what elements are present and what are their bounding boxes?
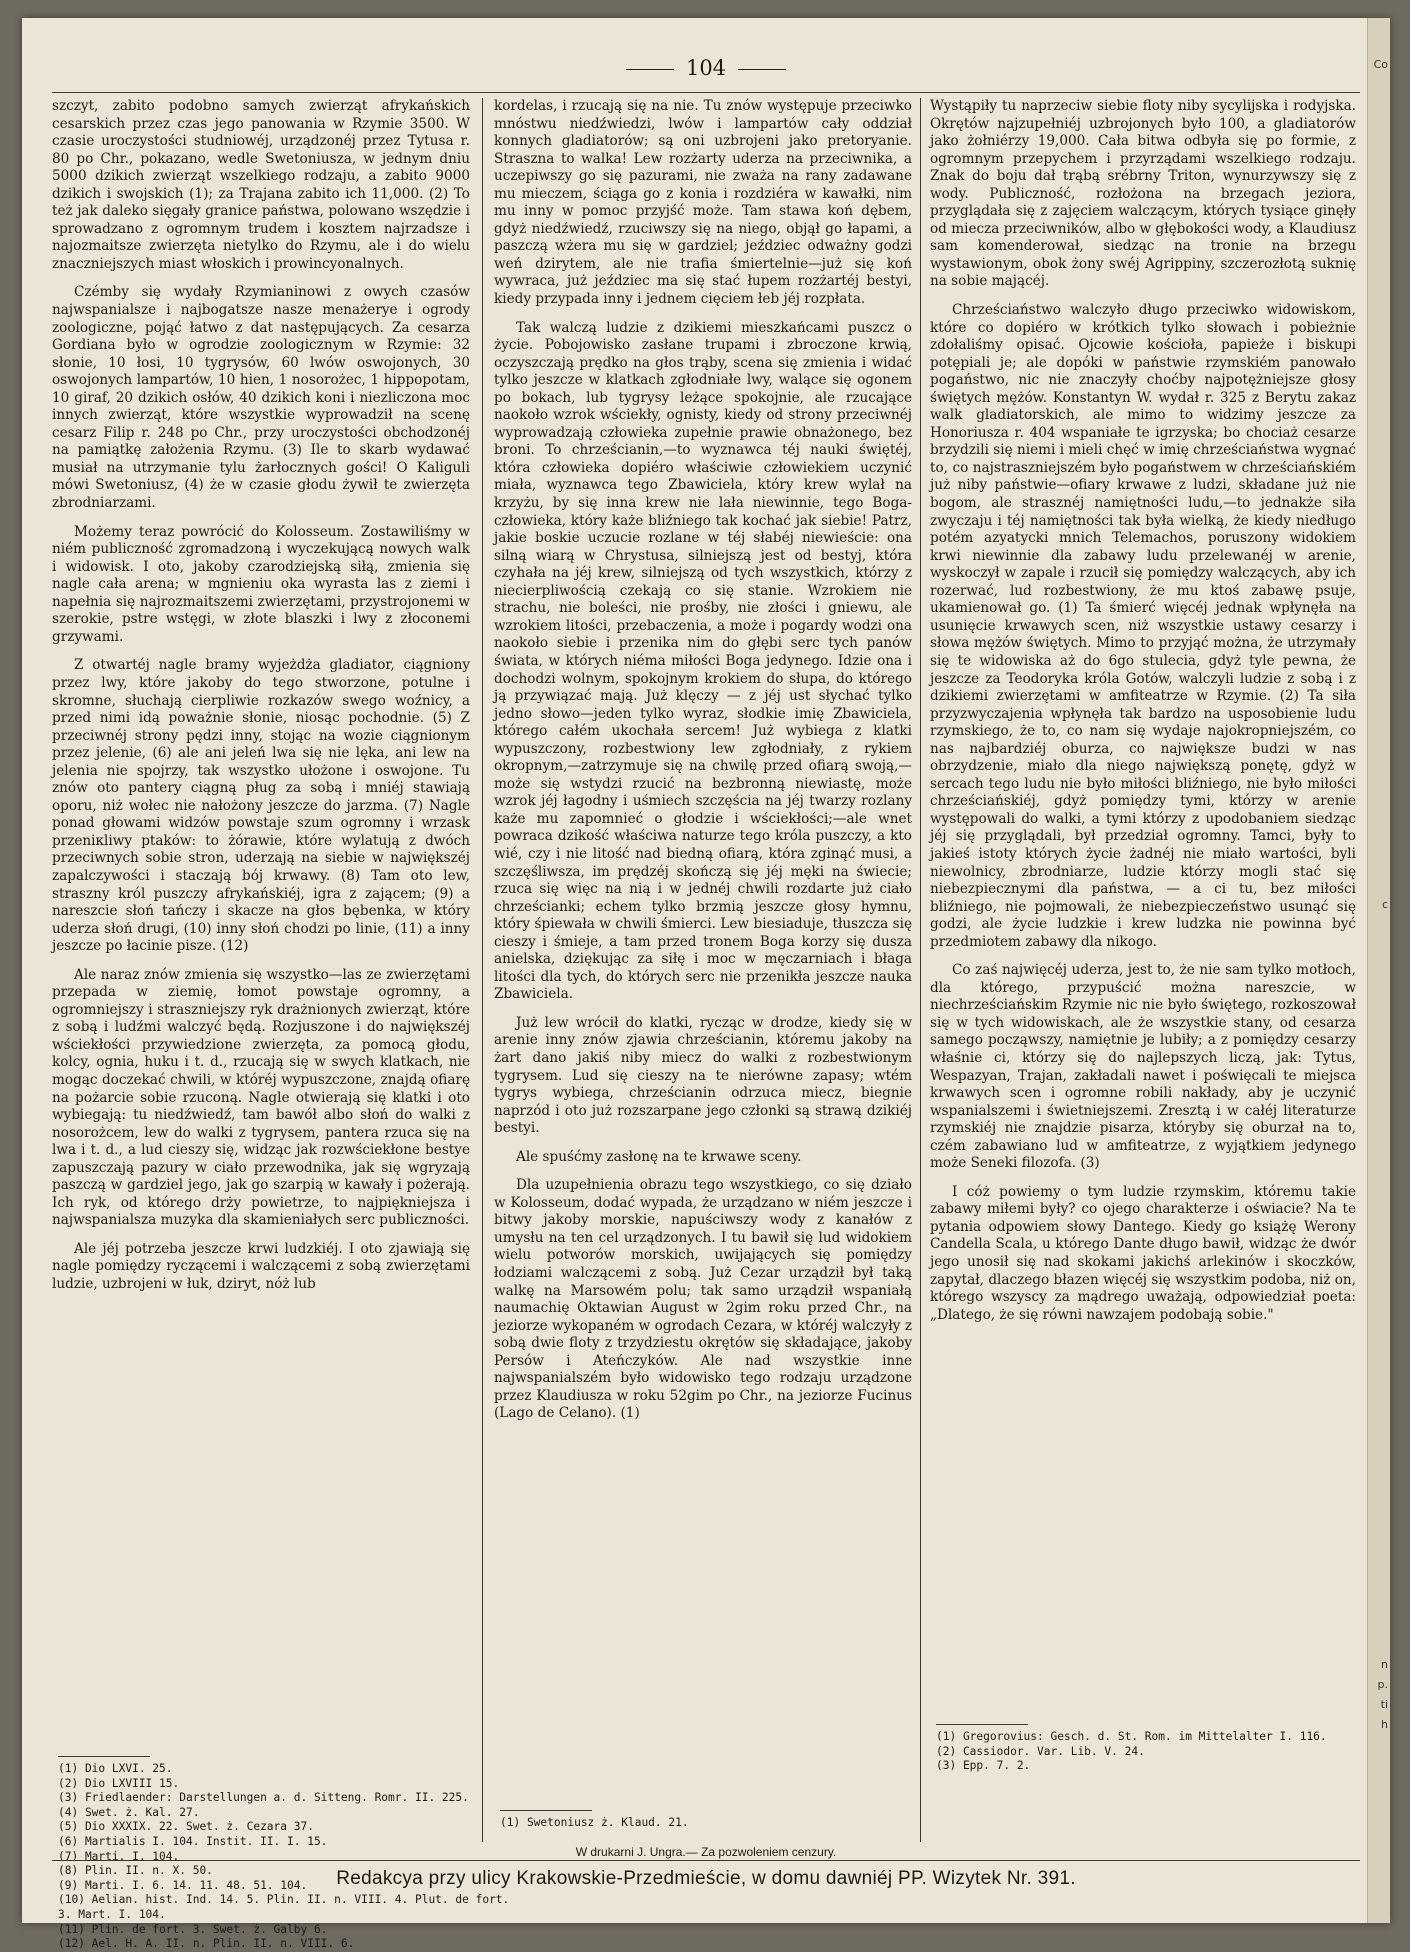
column-3-paragraph: Chrześciaństwo walczyło długo przeciwko widowiskom, które co dopiéro w krótkich tylko słowach i pobieżnie zdołaliśmy opisać. Ojcowie kościoła, papieże i biskupi potępiali je; ale dopóki w państwie rzymskiém panowało pogaństwo, nic nie znaczyły choćby najpotężniejsze głosy świętych mężów. Konstantyn W. wydał r. 325 z Berytu zakaz walk gladiatorskich, ale mimo to widzimy jeszcze za Honoriusza r. 404 wspaniałe te igrzyska; bo chociaż cesarze brzydzili się niemi i mieli chęć w imię chrześciaństwa wygnać to, co najstraszniejszém było pogaństwem w chrześciańskiém już niby państwie—ofiary krwawe z ludzi, składane już nie bogom, ale strasznéj namiętności ludu,—to jednakże siła zwyczaju i téj namiętności tak była wielką, że kiedy niedługo potém azyatycki mnich Telemachos, poruszony widokiem krwi niewinnie dla zabawy ludu przelewanéj w arenie, wyskoczył w zapale i rzucił się pomiędzy walczących, aby ich rozerwać, lud rozbestwiony, że mu ktoś zabawę psuje, ukamienował go. (1) Ta śmierć więcéj jednak wpłynęła na usunięcie krwawych scen, niż wszystkie ustawy cesarzy i słowa mężów świętych. Mimo to przyjąć można, że utrzymały się te widowiska aż do 6go stulecia, gdyż tyle pewna, że jeszcze za Teodoryka króla Gotów, walczyli ludzie z sobą i z dzikiemi zwierzętami w amfiteatrze w Rzymie. (2) Ta siła przyzwyczajenia wpłynęła tak bardzo na usposobienie ludu rzymskiego, że to, co nam się wydaje najokropniejszém, co nas najbardziéj oburza, co największe budzi w nas obrzydzenie, miało dla niego największą ponętę, gdyż w sercach tego ludu nie było miłości bliźniego, nie było miłości chrześciańskiéj, gdyż pomiędzy tymi, którzy w arenie występowali do walki, a tymi którzy z upodobaniem siedząc jéj się przyglądali, był przedział ogromny. Tamci, były to jakieś istoty których życie żadnéj nie miało wartości, byli niewolnicy, zbrodniarze, ludzie którzy mogli stać się niebezpiecznymi dla państwa, — a ci tu, bez miłości bliźniego, nie pojmowali, że niebezpieczeństwo usunąć się godzi, ale życie ludzkie i krew ludzka nie powinna być przedmiotem zabawy dla nikogo. <box>930 302 1356 950</box>
edge-mark: p. <box>1377 1678 1388 1691</box>
edge-mark: c <box>1381 898 1388 911</box>
column-3-paragraph: Wystąpiły tu naprzeciw siebie floty niby sycylijska i rodyjska. Okrętów najzupełniéj uzbrojonych było 100, a gladiatorów jako żołniérzy 19,000. Cała bitwa odbyła się po formie, z ogromnym przepychem i przyrządami wszelkiego rodzaju. Znak do boju dał trąbą srébrny Triton, wynurzywszy się z wody. Publiczność, rozłożona na brzegach jeziora, przyglądała się z zajęciem walczącym, których tysiące ginęły od miecza przeciwników, albo w głębokości wody, a Klaudiusz sam komenderował, siedząc na tronie na brzegu wystawionym, obok żony swéj Agrippiny, szczerozłotą suknię na sobie mającéj. <box>930 98 1356 290</box>
column-2-footnotes <box>500 1816 910 1831</box>
footnote: (7) Marti. I. 104. <box>58 1849 180 1863</box>
column-1-paragraph: Ale naraz znów zmienia się wszystko—las ze zwierzętami przepada w ziemię, łomot powstaje ogromny, a ogromniejszy i straszniejszy ryk drażnionych zwierząt, które z sobą i ludźmi walczyć będą. Rozjuszone i do największéj wściekłości przywiedzione zwierzęta, za pomocą głodu, kolcy, ognia, huku i t. d., rzucają się w swych klatkach, nie mogąc doczekać chwili, w któréj wypuszczone, znajdą ofiarę na pożarcie sobie rzuconą. Nagle otwierają się klatki i oto wybiegają: tu niedźwiedź, tam bawół albo słoń do walki z nosorożcem, lew do walki z tygrysem, pantera rzuca się na lwa i t. d., a lud cieszy się, widząc jak rozwściekłone bestye zapuszczają pazury w ciało przewodnika, jak się wgryzają paszczą w gardziel jego, jak go szarpią w kawały i pożerają. Ich ryk, od którego drży powietrze, to najpiękniejsza i najwspanialsza muzyka dla skamieniałych serc publiczności. <box>52 966 470 1229</box>
footnote: (9) Marti. I. 6. 14. 11. 48. 51. 104. <box>58 1878 308 1892</box>
footnote: (1) Dio LXVI. 25. <box>58 1762 173 1775</box>
column-2-paragraph: Dla uzupełnienia obrazu tego wszystkiego, co się działo w Kolosseum, dodać wypada, że urządzano w niém jeszcze i bitwy jakoby morskie, napuściwszy wody z kanałów z umysłu na ten cel urządzonych. I tu bawił się lud widokiem wielu potworów morskich, uwijających się pomiędzy łodziami walczącemi z sobą. Już Cezar urządził był taką walkę na Marsowém polu; tak samo urządził wspaniałą naumachię Oktawian August w 2gim roku przed Chr., na jeziorze wykopaném w ogrodach Cezara, w któréj walczyły z sobą dwie floty z trzydziestu okrętów się składające, jakoby Persów i Ateńczyków. Ale nad wszystkie inne najwspanialszém było widowisko tego rodzaju urządzone przez Klaudiusza w roku 52gim po Chr., na jeziorze Fucinus (Lago de Celano). (1) <box>494 1177 912 1422</box>
edge-mark: h <box>1381 1718 1388 1731</box>
footnote: (4) Swet. ż. Kal. 27. <box>58 1805 200 1819</box>
footnote: (8) Plin. II. n. X. 50. <box>58 1864 213 1878</box>
edge-mark: n <box>1381 1658 1388 1671</box>
footnote: (3) Friedlaender: Darstellungen a. d. Sitteng. Romr. II. 225. <box>58 1791 469 1805</box>
footnote-rule-3 <box>936 1724 1028 1725</box>
footer-rule <box>52 1860 1360 1861</box>
footnote-rule-2 <box>500 1810 592 1811</box>
footnote: (3) Epp. 7. 2. <box>936 1759 1031 1773</box>
printer-imprint: W drukarni J. Ungra.— Za pozwoleniem cenzury. <box>575 1845 837 1859</box>
footnote: (6) Martialis I. 104. Instit. II. I. 15. <box>58 1834 328 1848</box>
footnote-rule-1 <box>58 1756 150 1757</box>
footnote: (5) Dio XXXIX. 22. Swet. ż. Cezara 37. <box>58 1820 314 1834</box>
footnote: (10) Aelian. hist. Ind. 14. 5. Plin. II. n. VIII. 4. Plut. de fort. <box>58 1893 510 1907</box>
footnote: (11) Plin. de fort. 3. Swet. ż. Galby 6. <box>58 1922 328 1936</box>
footnote: (1) Swetoniusz ż. Klaud. 21. <box>500 1816 689 1829</box>
footnote: 3. Mart. I. 104. <box>58 1907 166 1921</box>
adjacent-page-edge <box>1367 18 1390 1923</box>
footnote: (2) Cassiodor. Var. Lib. V. 24. <box>936 1744 1145 1758</box>
column-2-paragraph: Już lew wrócił do klatki, rycząc w drodze, kiedy się w arenie inny znów zjawia chrześcianin, któremu jakoby na żart dano jakiś niby miecz do walki z rozbestwionym tygrysem. Lud się cieszy na te nierówne zapasy; wtém tygrys wybiega, chrześcianin odrzuca miecz, biegnie naprzód i oto już rozszarpane jego członki są strawą dzikiéj bestyi. <box>494 1014 912 1137</box>
newspaper-page <box>22 18 1390 1951</box>
column-1 <box>52 98 470 1750</box>
column-3 <box>930 98 1356 1718</box>
column-3-paragraph: I cóż powiemy o tym ludzie rzymskim, któremu takie zabawy miłemi były? co ojego charakterze i oświacie? Na te pytania odpowiem słowy Dantego. Kiedy go książę Werony Candella Scala, u którego Dante długo bawił, widząc że dwór jego unosił się nad skokami jakichś arlekinów i skoczków, zapytał, dlaczego błazen więcéj się wszystkim podoba, niż on, którego wszyscy za mądrego uważają, odpowiedział poeta: „Dlatego, że się równi nawzajem podobają sobie." <box>930 1183 1356 1323</box>
column-1-paragraph: Ale jéj potrzeba jeszcze krwi ludzkiéj. I oto zjawiają się nagle pomiędzy ryczącemi i walczącemi z sobą zwierzętami ludzie, uzbrojeni w łuk, dziryt, nóż lub <box>52 1240 470 1292</box>
column-2-paragraph: Ale spuśćmy zasłonę na te krwawe sceny. <box>516 1148 802 1165</box>
footnote: (1) Gregorovius: Gesch. d. St. Rom. im Mittelalter I. 116. <box>936 1730 1327 1743</box>
column-1-paragraph: Możemy teraz powrócić do Kolosseum. Zostawiliśmy w niém publiczność zgromadzoną i wyczekującą nowych walk i widowisk. I oto, jakoby czarodziejską siłą, zmienia się nagle cała arena; w mgnieniu oka wyrasta las z ziemi i napełnia się najrozmaitszemi zwierzętami, przystrojonemi w szerokie, pstre wstęgi, w złote blaszki i lwy z złoconemi grzywami. <box>52 523 470 645</box>
header-dash-left <box>626 69 674 70</box>
column-1-paragraph: Czémby się wydały Rzymianinowi z owych czasów najwspanialsze i najbogatsze nasze menażerye i ogrody zoologiczne, pojąć łatwo z dat następujących. Za cesarza Gordiana było w ogrodzie zoologicznym w Rzymie: 32 słonie, 10 łosi, 10 tygrysów, 60 lwów oswojonych, 30 oswojonych lampartów, 10 hien, 1 nosorożec, 1 hippopotam, 10 giraf, 20 dzikich osłów, 40 dzikich koni i niezliczona moc innych zwierząt, które wszystkie wyprowadził na scenę cesarz Filip r. 248 po Chr., przy uroczystości obchodzonéj na pamiątkę założenia Rzymu. (3) Ile to skarb wydawać musiał na utrzymanie tylu żarłocznych gości! O Kaliguli mówi Swetoniusz, (4) że w czasie głodu żywił te zwierzęta zbrodniarzami. <box>52 284 470 512</box>
header-rule <box>52 92 1360 93</box>
column-1-paragraph: szczyt, zabito podobno samych zwierząt afrykańskich cesarskich przez czas jego panowania w Rzymie 3500. W czasie uroczystości studniowéj, urządzonéj przez Tytusa r. 80 po Chr., pokazano, wedle Swetoniusza, w jednym dniu 5000 dzikich zwierząt wszelkiego rodzaju, a zabito 9000 dzikich i swojskich (1); za Trajana zabito ich 11,000. (2) To też jak daleko sięgały granice państwa, polowano wszędzie i sprowadzano z ogromnym trudem i kosztem najrzadsze i najozmaitsze zwierzęta nietylko do Rzymu, ale i do wielu znaczniejszych miast włoskich i prowincyonalnych. <box>52 98 470 272</box>
page-number-header <box>22 56 1390 80</box>
column-rule-1 <box>482 98 483 1842</box>
column-3-paragraph: Co zaś najwięcéj uderza, jest to, że nie sam tylko motłoch, dla którego, przypuścić można nareszcie, w niechrześciańskim Rzymie nic nie było świętego, rozkoszował się w tych widowiskach, ale że wszystkie stany, od cesarza samego począwszy, namiętnie je lubiły; a z pomiędzy cesarzy właśnie ci, którzy się do najlepszych liczą, jak: Tytus, Wespazyan, Trajan, zakładali nawet i poświęcali te miejsca krwawych scen i ogromne robili nakłady, aby je uczynić wspanialszemi i świetniejszemi. Zresztą i w całéj literaturze rzymskiéj nie znajdzie pisarza, któryby się oburzał na to, czém zabawiano lud w amfiteatrze, z wyjątkiem jedynego może Seneki filozofa. (3) <box>930 962 1356 1172</box>
page-number: 104 <box>685 56 727 80</box>
column-2-paragraph: kordelas, i rzucają się na nie. Tu znów występuje przeciwko mnóstwu niedźwiedzi, lwów i lampartów cały oddział konnych gladiatorów; są oni uzbrojeni jako pretoryanie. Straszna to walka! Lew rozżarty uderza na przeciwnika, a uczepiwszy go się pazurami, nie zważa na rany zadawane mu mieczem, ściąga go z konia i rozdziéra w kawałki, nim mu inny w pomoc przyjść może. Tam stawa koń dębem, gdyż niedźwiedź, rzuciwszy się na niego, objął go łapami, a paszczą wżera mu się w gardziel; jeździec odważny godzi weń dzirytem, ale nie trafia śmiertelnie—już się koń wywraca, już jeździec ma się stać łupem rozżartéj bestyi, kiedy przypada inny i jednem cięciem łeb jéj rozpłata. <box>494 98 912 308</box>
column-1-paragraph: Z otwartéj nagle bramy wyjeżdża gladiator, ciągniony przez lwy, które jakoby do tego stworzone, potulne i skromne, słuchają cierpliwie rozkazów swego woźnicy, a przed nimi idą poważnie słonie, niosąc pochodnie. (5) Z przeciwnéj strony pędzi inny, stojąc na wozie ciągnionym przez jelenie, (6) ale ani jeleń lwa się nie lęka, ani lew na jelenia nie spojrzy, tak wszystko ułożone i oswojone. Tu znów oto pantery ciągną pług za sobą i mniéj stawiają oporu, niż wołec nie nałożony jeszcze do jarzma. (7) Nagle ponad głowami widzów powstaje szum ogromny i wrzask przeniкliwy ptaków: to żórawie, które wylatują z dwóch przeciwnych sobie stron, uderzają na siebie w największéj zapalczywości i staczają bój krwawy. (8) Tam oto lew, straszny król puszczy afrykańskiéj, igra z zającem; (9) a nareszcie słoń tańczy i skacze na głos bębenka, w który uderza słoń drugi, (10) inny słoń chodzi po linie, (11) a inny jeszcze po łacinie pisze. (12) <box>52 657 470 955</box>
footnote: (2) Dio LXVIII 15. <box>58 1776 180 1790</box>
edge-mark: ti <box>1380 1698 1388 1711</box>
column-2-paragraph: Tak walczą ludzie z dzikiemi mieszkańcami puszcz o życie. Pobojowisko zasłane trupami i zbroczone krwią, oczyszczają prędko na głos trąby, scena się zmienia i widać tylko jeszcze w klatkach zgłodniałe lwy, walące się ogonem po bokach, lub tygrysy leżące spokojnie, ale rzucające naokoło wzrok wściekły, ognisty, kiedy od strony przeciwnéj wyprowadzają człowieka zupełnie prawie obnażonego, bez broni. To chrześcianin,—to wyznawca téj nauki świętéj, która człowieka dopiéro właściwie człowiekiem uczynić miała, wyznawca tego Zbawiciela, który krew wylał na krzyżu, by się inna krew nie lała niewinnie, tego Boga-człowieka, który każe bliźniego tak kochać jak siebie! Patrz, jakie boskie uczucie rozlane w téj słabéj niewieście: ona silną wiarą w Chrystusa, silniejszą jest od bestyj, która czyhała na jéj krew, silniejszą od tych wszystkich, którzy z niecierpliwością czekają co się stanie. Wzrokiem nie strachu, nie boleści, nie prośby, nie złości i gniewu, ale wzrokiem litości, przebaczenia, a może i pogardy wodzi ona naokoło siebie i przenika nim do głębi serc tych panów świata, w których niéma miłości Boga jedynego. Idzie ona i dochodzi wolnym, spokojnym krokiem do słupa, do którego ją przywiązać mają. Już klęczy — z jéj ust słychać tylko jedno słowo—jeden tylko wyraz, słodkie imię Zbawiciela, którego całém ukochała sercem! Już wybiega z klatki wypuszczony, rozbestwiony lew zgłodniały, z rykiem okropnym,—zatrzymuje się na chwilę przed ofiarą swoją,—może się wstydzi rzucić na bezbronną niewiastę, może wzrok jéj łagodny i uśmiech szczęścia na jéj twarzy rozlany każe mu zapomnieć o głodzie i wściekłości;—ale wnet powraca dzikość właściwa naturze tego króla puszczy, a kto wié, czy i nie litość nad biedną ofiarą, która zginąć musi, a szczęśliwsza, im prędzéj skończą się jéj męki na świecie; rzuca się więc na nią i w jednéj chwili rozdarte już ciało chrześcianki; echem tylko brzmią jeszcze głosy hymnu, który śpiewała w chwili śmierci. Lew biesiaduje, tłuszcza się cieszy i śmieje, a tam przed tronem Boga korzy się dusza anielska, dziękując za siłę i moc w męczarniach i błaga litości dla tych, do których serc nie przenikła jeszcze nauka Zbawiciela. <box>494 319 912 1003</box>
column-rule-2 <box>920 98 921 1842</box>
edge-mark: Co <box>1373 58 1388 71</box>
column-3-footnotes <box>936 1730 1354 1774</box>
editorial-office-footer: Redakcya przy ulicy Krakowskie-Przedmieście, w domu dawniéj PP. Wizytek Nr. 391. <box>336 1868 1076 1889</box>
footnote: (12) Ael. H. A. II. n. Plin. II. n. VIII. 6. <box>58 1937 355 1951</box>
column-2 <box>494 98 912 1762</box>
header-dash-right <box>738 69 786 70</box>
